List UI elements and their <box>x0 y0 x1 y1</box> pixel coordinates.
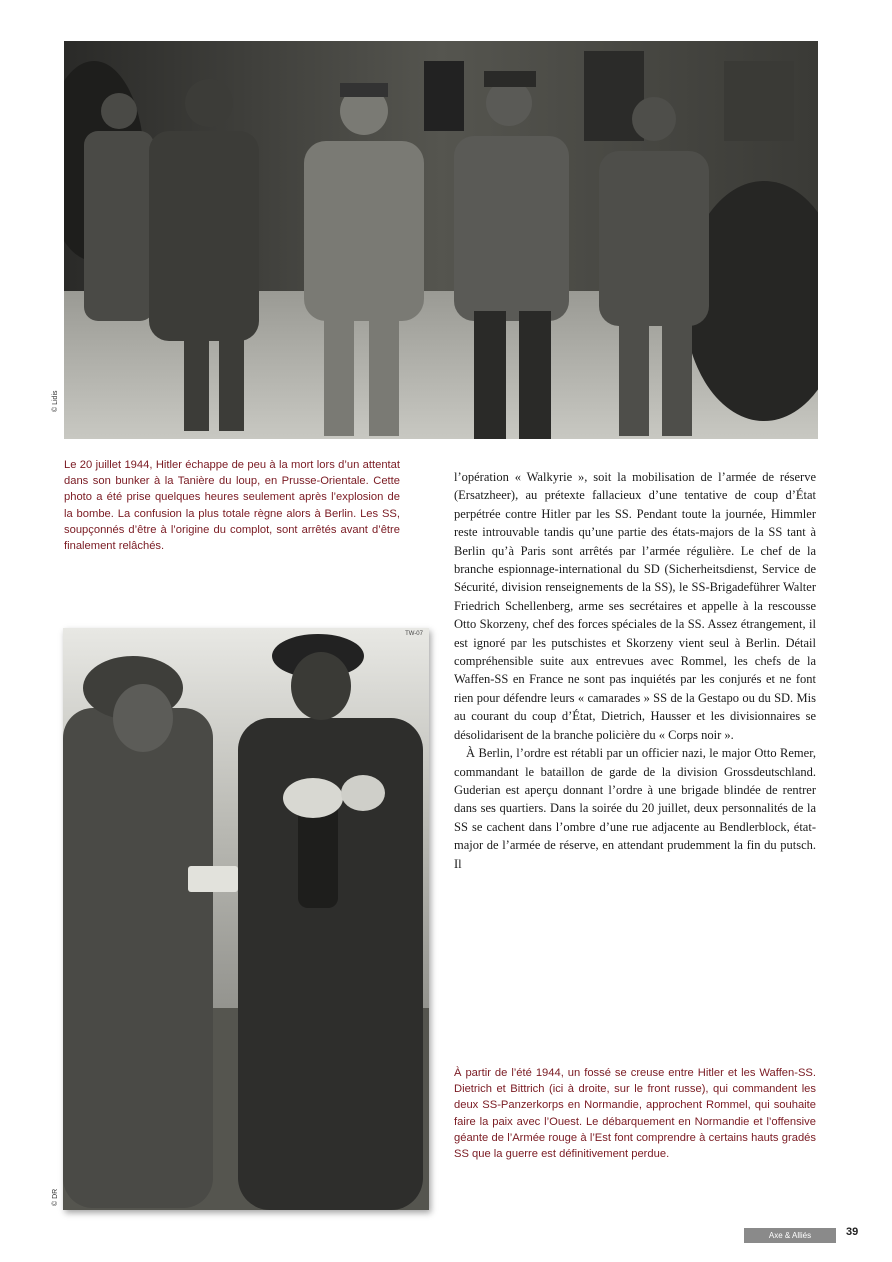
photo-corner-mark: TW-07 <box>405 631 423 637</box>
caption-top: Le 20 juillet 1944, Hitler échappe de peu à la mort lors d’un attentat dans son bunker à la Tanière du loup, en Prusse-Orientale. Cette photo a été prise quelques heures seulement après l’explosion de la bombe. La confusion la plus totale règne alors à Berlin. Les SS, soupçonnés d’être à l’origine du complot, sont arrêtés avant d’être finalement relâchés. <box>64 459 400 553</box>
photo-credit-bottom: © DR <box>52 1188 59 1206</box>
magazine-tag: Axe & Alliés <box>744 1228 836 1243</box>
body-paragraph: l’opération « Walkyrie », soit la mobilisation de l’armée de réserve (Ersatzheer), au prétexte fallacieux d’une tentative de coup d’État perpétrée contre Hitler par les SS. Pendant toute la journée, Himmler reste introuvable tandis qu’une partie des états-majors de la SS tant à Berlin qu’à Paris sont arrêtés par l’armée régulière. Le chef de la branche espionnage-international du SD (Sicherheitsdienst, Service de Sécurité, division renseignements de la SS), le SS-Brigadeführer Walter Friedrich Schellenberg, arme ses secrétaires et appelle à la rescousse Otto Skorzeny, chef des forces spéciales de la SS. Assez étrangement, il est ignoré par les putschistes et Skorzeny vient seul à Berlin. Détail compréhensible suite aux entrevues avec Rommel, les chefs de la Waffen-SS en France ne sont pas inquiétés par les conjurés et ne font rien pour défendre leurs « camarades » SS de la Gestapo ou du SD. Mis au courant du coup d’État, Dietrich, Hausser et les divisionnaires se désolidarisent de la branche policière du « Corps noir ». <box>454 470 816 742</box>
photo-credit-top: © Lidis <box>52 390 59 412</box>
body-paragraph: À Berlin, l’ordre est rétabli par un officier nazi, le major Otto Remer, commandant le bataillon de garde de la division Grossdeutschland. Guderian est aperçu donnant l’ordre à une brigade blindée de rentrer dans ses quartiers. Dans la soirée du 20 juillet, deux personnalités de la SS se cachent dans l’ombre d’une rue adjacente au Bendlerblock, état-major de l’armée de réserve, en attendant prudemment la fin du putsch. Il <box>454 746 816 871</box>
photo-officers-walking <box>64 41 818 439</box>
page-number: 39 <box>846 1226 859 1238</box>
photo-two-soldiers <box>63 628 429 1210</box>
article-body <box>454 468 816 873</box>
caption-bottom: À partir de l’été 1944, un fossé se creuse entre Hitler et les Waffen-SS. Dietrich et Bittrich (ici à droite, sur le front russe), qui commandent les deux SS-Panzerkorps en Normandie, approchent Rommel, qui souhaite faire la paix avec l’Ouest. Le débarquement en Normandie et l’offensive géante de l’Armée rouge à l’Est font comprendre à certains hauts gradés SS que la guerre est définitivement perdue. <box>454 1067 816 1161</box>
